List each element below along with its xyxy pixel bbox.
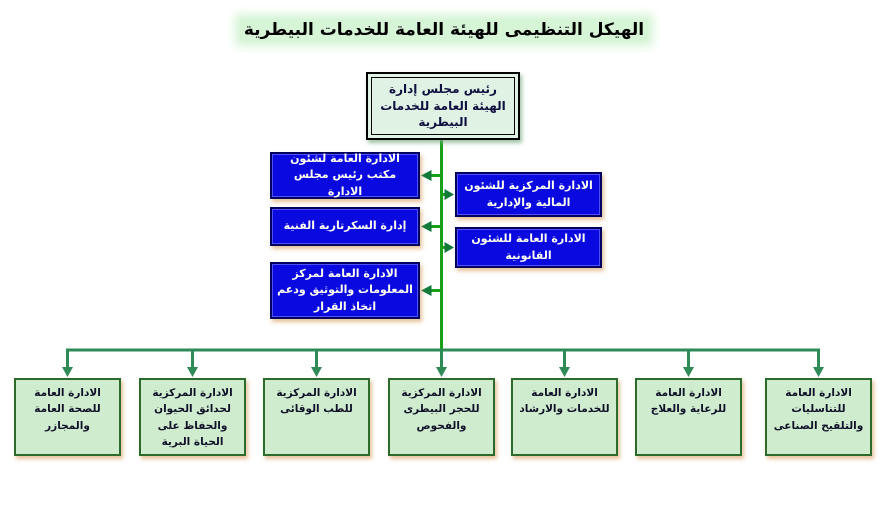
box-chairman [366,72,520,140]
box-public-health-slaughterhouses-label: الادارة العامة للصحة العامة والمجازر [34,387,101,432]
box-services-extension-label: الادارة العامة للخدمات والارشاد [519,387,610,416]
box-reproduction-artificial-insemination [765,378,872,456]
box-legal-affairs-label: الادارة العامة للشئون القانونية [471,232,586,262]
box-technical-secretariat-label: إدارة السكرتارية الفنية [283,219,407,233]
box-veterinary-quarantine [388,378,495,456]
box-public-health-slaughterhouses [14,378,121,456]
box-care-treatment [635,378,742,456]
box-preventive-medicine [263,378,370,456]
box-preventive-medicine-label: الادارة المركزية للطب الوقائى [276,387,357,416]
department-arrowheads [62,367,824,377]
box-financial-admin-affairs-label: الادارة المركزية للشئون المالية والإدارية [464,179,593,209]
box-veterinary-quarantine-label: الادارة المركزية للحجر البيطرى والفحوص [401,387,482,432]
box-information-center [270,262,420,319]
box-zoos-wildlife-label: الادارة المركزية لحدائق الحيوان والحفاظ على الحياة البرية [152,387,233,448]
box-office-affairs-label: الادارة العامة لشئون مكتب رئيس مجلس الادارة [290,151,400,198]
box-information-center-label: الادارة العامة لمركز المعلومات والتوثيق ودعم اتخاذ القرار [277,266,413,313]
box-care-treatment-label: الادارة العامة للرعاية والعلاج [650,387,727,416]
page-title-text: الهيكل التنظيمى للهيئة العامة للخدمات البيطرية [240,19,648,41]
box-legal-affairs [455,227,602,268]
box-zoos-wildlife [139,378,246,456]
box-office-affairs [270,152,420,199]
box-technical-secretariat [270,207,420,246]
box-chairman-label: رئيس مجلس إدارة الهيئة العامة للخدمات البيطرية [380,81,506,130]
box-financial-admin-affairs [455,172,602,217]
box-reproduction-artificial-insemination-label: الادارة العامة للتناسليات والتلقيح الصناعى [773,387,864,432]
branch-arrowheads [421,170,454,296]
box-services-extension [511,378,618,456]
